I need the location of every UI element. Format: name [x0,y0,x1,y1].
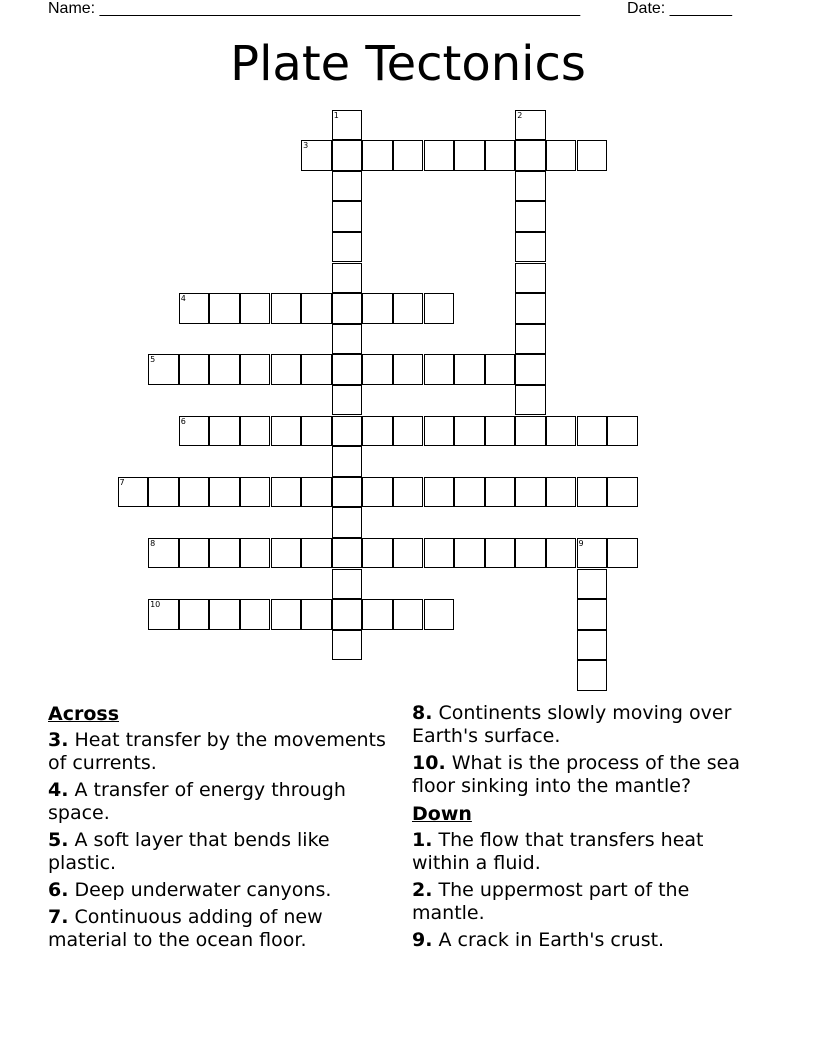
clue-text: A transfer of energy through space. [48,779,346,824]
grid-cell[interactable] [332,201,363,232]
grid-cell[interactable] [332,599,363,630]
grid-cell[interactable] [454,140,485,171]
name-field-label: Name: ______________________________________________________ [48,0,581,17]
grid-cell[interactable] [332,446,363,477]
grid-cell[interactable] [240,599,271,630]
grid-cell[interactable] [424,140,455,171]
grid-cell[interactable] [577,569,608,600]
grid-cell[interactable] [485,416,516,447]
grid-cell[interactable] [301,354,332,385]
grid-cell[interactable] [179,354,210,385]
grid-cell[interactable] [301,140,332,171]
grid-cell[interactable] [240,477,271,508]
clue-number: 1. [412,829,433,851]
grid-cell[interactable] [240,354,271,385]
across-heading: Across [48,703,120,725]
clue-text: A crack in Earth's crust. [438,929,665,951]
clue-down-9 [412,929,762,952]
grid-cell[interactable] [301,477,332,508]
grid-cell[interactable] [301,538,332,569]
grid-cell[interactable] [485,354,516,385]
grid-cell[interactable] [362,140,393,171]
grid-cell[interactable] [515,416,546,447]
grid-cell[interactable] [332,416,363,447]
grid-cell[interactable] [179,293,210,324]
cell-number: 7 [119,477,125,487]
grid-cell[interactable] [577,660,608,691]
grid-cell[interactable] [577,416,608,447]
grid-cell[interactable] [424,416,455,447]
grid-cell[interactable] [577,477,608,508]
grid-cell[interactable] [393,293,424,324]
grid-cell[interactable] [148,354,179,385]
grid-cell[interactable] [393,416,424,447]
grid-cell[interactable] [271,538,302,569]
grid-cell[interactable] [332,263,363,294]
grid-cell[interactable] [240,538,271,569]
grid-cell[interactable] [209,354,240,385]
clue-across-8 [412,702,762,748]
grid-cell[interactable] [240,416,271,447]
cell-number: 1 [333,110,339,120]
clue-text: The uppermost part of the mantle. [412,879,690,924]
grid-cell[interactable] [546,416,577,447]
grid-cell[interactable] [209,599,240,630]
grid-cell[interactable] [607,416,638,447]
grid-cell[interactable] [577,140,608,171]
clue-across-10 [412,752,762,798]
clue-number: 7. [48,906,69,928]
clue-number: 4. [48,779,69,801]
grid-cell[interactable] [118,477,149,508]
cell-number: 4 [180,294,186,304]
clue-number: 6. [48,879,69,901]
grid-cell[interactable] [332,140,363,171]
grid-cell[interactable] [179,477,210,508]
grid-cell[interactable] [485,477,516,508]
grid-cell[interactable] [209,293,240,324]
grid-cell[interactable] [271,599,302,630]
page-title: Plate Tectonics [230,36,586,92]
grid-cell[interactable] [148,477,179,508]
grid-cell[interactable] [332,354,363,385]
down-heading: Down [412,803,472,825]
clue-across-7 [48,906,398,952]
grid-cell[interactable] [515,201,546,232]
grid-cell[interactable] [515,385,546,416]
grid-cell[interactable] [271,354,302,385]
clues-left-column [48,702,398,956]
cell-number: 3 [303,141,309,151]
grid-cell[interactable] [393,354,424,385]
grid-cell[interactable] [424,293,455,324]
grid-cell[interactable] [362,477,393,508]
clue-number: 2. [412,879,433,901]
clue-text: Heat transfer by the movements of currents. [48,729,386,774]
grid-cell[interactable] [179,599,210,630]
clue-down-1 [412,829,762,875]
grid-cell[interactable] [332,385,363,416]
clue-text: Continents slowly moving over Earth's surface. [412,702,732,747]
grid-cell[interactable] [515,171,546,202]
date-field-label: Date: _______ [627,0,732,17]
grid-cell[interactable] [424,538,455,569]
grid-cell[interactable] [515,263,546,294]
cell-number: 5 [150,355,156,365]
grid-cell[interactable] [209,416,240,447]
grid-cell[interactable] [393,477,424,508]
grid-cell[interactable] [515,538,546,569]
grid-cell[interactable] [424,599,455,630]
grid-cell[interactable] [362,416,393,447]
clue-number: 3. [48,729,69,751]
clue-text: A soft layer that bends like plastic. [48,829,330,874]
clue-down-2 [412,879,762,925]
cell-number: 8 [150,538,156,548]
grid-cell[interactable] [271,293,302,324]
grid-cell[interactable] [515,140,546,171]
grid-cell[interactable] [607,477,638,508]
grid-cell[interactable] [362,599,393,630]
grid-cell[interactable] [209,477,240,508]
grid-cell[interactable] [332,324,363,355]
grid-cell[interactable] [393,599,424,630]
clue-text: Continuous adding of new material to the ocean floor. [48,906,323,951]
cell-number: 6 [180,416,186,426]
grid-cell[interactable] [179,416,210,447]
clue-number: 5. [48,829,69,851]
grid-cell[interactable] [546,477,577,508]
grid-cell[interactable] [148,538,179,569]
grid-cell[interactable] [332,171,363,202]
clue-text: What is the process of the sea floor sinking into the mantle? [412,752,740,797]
cell-number: 9 [578,538,584,548]
grid-cell[interactable] [393,140,424,171]
grid-cell[interactable] [577,599,608,630]
grid-cell[interactable] [515,324,546,355]
clue-across-6 [48,879,398,902]
grid-cell[interactable] [332,507,363,538]
grid-cell[interactable] [454,477,485,508]
clue-across-4 [48,779,398,825]
grid-cell[interactable] [515,354,546,385]
grid-cell[interactable] [515,293,546,324]
grid-cell[interactable] [148,599,179,630]
grid-cell[interactable] [209,538,240,569]
grid-cell[interactable] [546,538,577,569]
grid-cell[interactable] [362,354,393,385]
clue-number: 9. [412,929,433,951]
grid-cell[interactable] [332,232,363,263]
cell-number: 2 [517,110,523,120]
grid-cell[interactable] [301,293,332,324]
grid-cell[interactable] [515,232,546,263]
grid-cell[interactable] [424,354,455,385]
grid-cell[interactable] [454,354,485,385]
grid-cell[interactable] [301,599,332,630]
grid-cell[interactable] [485,538,516,569]
grid-cell[interactable] [179,538,210,569]
grid-cell[interactable] [454,538,485,569]
cell-number: 10 [150,600,161,610]
grid-cell[interactable] [393,538,424,569]
grid-cell[interactable] [332,110,363,141]
clue-number: 8. [412,702,433,724]
grid-cell[interactable] [546,140,577,171]
grid-cell[interactable] [454,416,485,447]
grid-cell[interactable] [332,630,363,661]
grid-cell[interactable] [301,416,332,447]
grid-cell[interactable] [271,416,302,447]
clue-text: The flow that transfers heat within a fluid. [412,829,704,874]
clue-number: 10. [412,752,446,774]
grid-cell[interactable] [362,538,393,569]
clue-across-3 [48,729,398,775]
grid-cell[interactable] [332,293,363,324]
grid-cell[interactable] [332,477,363,508]
grid-cell[interactable] [515,477,546,508]
grid-cell[interactable] [332,569,363,600]
grid-cell[interactable] [362,293,393,324]
grid-cell[interactable] [485,140,516,171]
grid-cell[interactable] [424,477,455,508]
clue-across-5 [48,829,398,875]
grid-cell[interactable] [515,110,546,141]
grid-cell[interactable] [332,538,363,569]
clues-right-column [412,702,762,956]
clue-text: Deep underwater canyons. [74,879,332,901]
grid-cell[interactable] [240,293,271,324]
grid-cell[interactable] [271,477,302,508]
grid-cell[interactable] [577,538,608,569]
grid-cell[interactable] [577,630,608,661]
grid-cell[interactable] [607,538,638,569]
